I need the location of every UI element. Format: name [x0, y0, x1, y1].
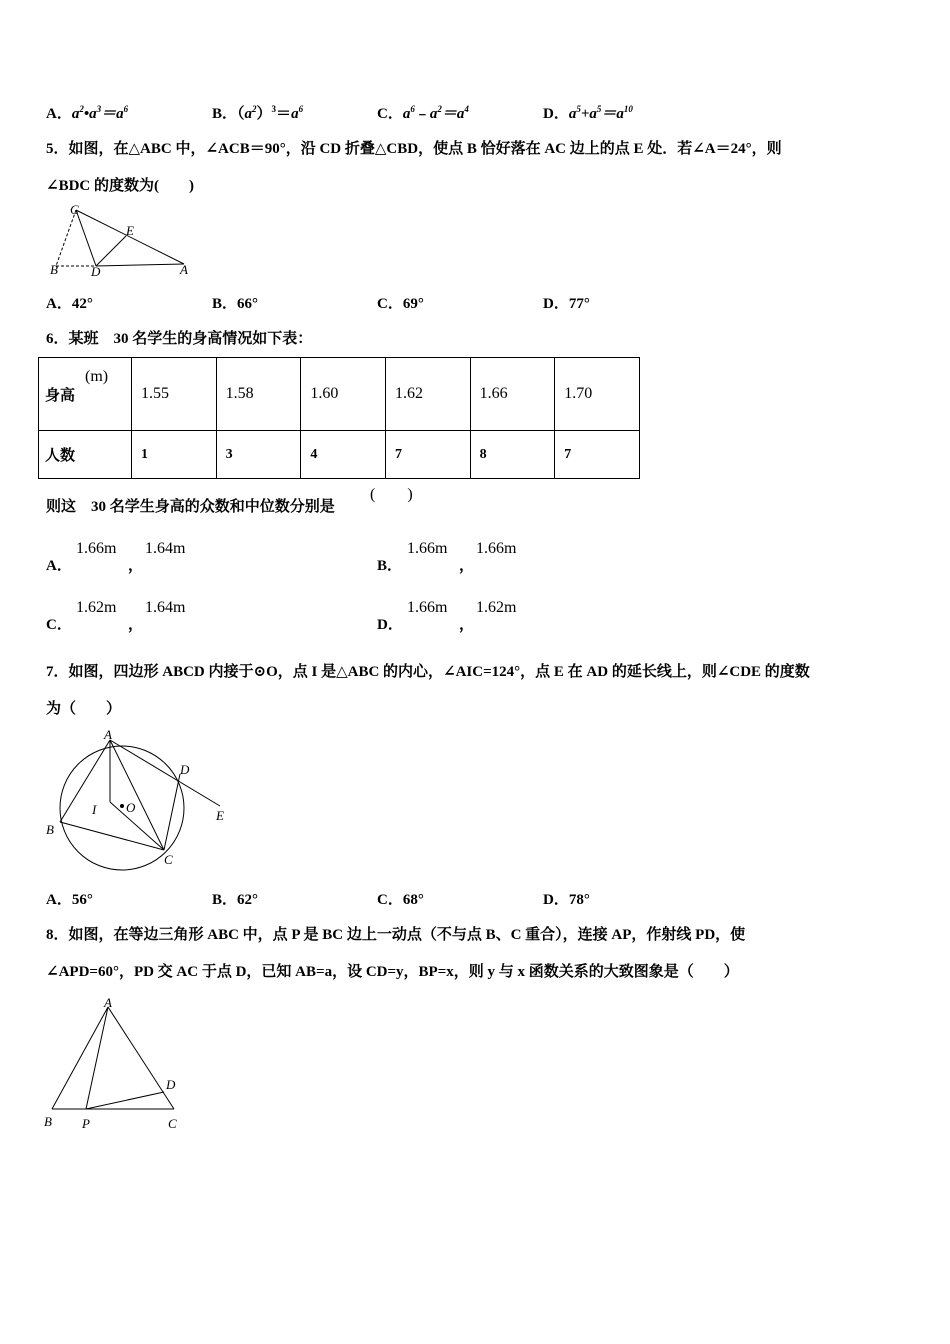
q5-option-d: D．77° [543, 296, 590, 312]
q7-figure [40, 722, 240, 872]
q6-question: 则这 30 名学生身高的众数和中位数分别是 [46, 499, 335, 515]
q6-stem: 6．某班 30 名学生的身高情况如下表： [46, 331, 313, 347]
option-sep: ， [128, 617, 144, 633]
q6-option-b [377, 540, 677, 574]
q8-label-d: D [166, 1077, 176, 1092]
q7-edge-ab [60, 740, 110, 822]
count-cell: 4 [301, 431, 386, 479]
height-cell: 1.60 [301, 358, 386, 431]
height-cell: 1.70 [555, 358, 640, 431]
q7-label-o: O [126, 800, 136, 815]
height-cell: 1.66 [470, 358, 555, 431]
height-cell: 1.58 [216, 358, 301, 431]
q5-label-a: A [180, 262, 188, 277]
q6-option-d [377, 599, 677, 633]
q5-edge-da [96, 264, 184, 266]
option-sep: ， [128, 558, 144, 574]
q5-figure [46, 200, 196, 278]
count-cell: 7 [555, 431, 640, 479]
height-cell: 1.55 [132, 358, 217, 431]
q8-figure [40, 995, 190, 1135]
q6-answer-paren: ( ) [370, 486, 413, 503]
q8-label-a: A [104, 995, 112, 1010]
option-letter: C． [46, 617, 72, 633]
q5-label-b: B [50, 262, 58, 277]
q5-label-c: C [70, 202, 79, 217]
q8-label-b: B [44, 1114, 52, 1129]
height-label: 身高 [45, 387, 76, 404]
option-value: 1.64m [145, 540, 186, 557]
q6-option-a [46, 540, 346, 574]
q7-stem-line2: 为（ ） [46, 701, 122, 717]
q8-stem-line1: 8．如图，在等边三角形 ABC 中，点 P 是 BC 边上一动点（不与点 B、C 重合），连接 AP，作射线 PD，使 [46, 927, 746, 943]
q7-option-b: B．62° [212, 892, 259, 908]
q7-label-d: D [180, 762, 190, 777]
option-sep: ， [459, 617, 475, 633]
option-value: 1.62m [76, 599, 117, 616]
q7-option-d: D．78° [543, 892, 590, 908]
q8-edge-ab [52, 1007, 108, 1109]
q5-option-a: A．42° [46, 296, 93, 312]
option-value: 1.66m [76, 540, 117, 557]
q8-edge-ap [86, 1007, 108, 1109]
option-value: 1.66m [407, 540, 448, 557]
table-row [39, 358, 640, 431]
count-cell: 1 [132, 431, 217, 479]
q4-option-b: B．$(a^2)^3=a^6$ [212, 104, 304, 122]
height-cell: 1.62 [385, 358, 470, 431]
q8-edge-ac [108, 1007, 174, 1109]
q7-label-c: C [164, 852, 173, 867]
q8-label-p: P [82, 1116, 90, 1131]
option-letter: D． [377, 617, 403, 633]
header-cell [39, 358, 132, 431]
q7-label-i: I [92, 802, 97, 817]
option-value: 1.64m [145, 599, 186, 616]
q7-label-a: A [104, 727, 112, 742]
q5-label-e: E [126, 223, 134, 238]
table-row [39, 431, 640, 479]
q5-edge-de [96, 236, 126, 266]
q8-edge-pd [86, 1092, 164, 1109]
q7-center-dot [120, 804, 124, 808]
q4-option-d: D．$a^5+a^5=a^{10}$ [543, 104, 633, 122]
option-value: 1.66m [476, 540, 517, 557]
heights-table [38, 357, 640, 479]
q8-stem-line2: ∠APD=60°，PD 交 AC 于点 D，已知 AB=a，设 CD=y，BP=x，则 y 与 x 函数关系的大致图象是（ ） [46, 964, 739, 980]
q4-option-a: A．$a^2•a^3=a^6$ [46, 104, 129, 122]
option-value: 1.66m [407, 599, 448, 616]
option-sep: ， [459, 558, 475, 574]
q6-option-c [46, 599, 346, 633]
q4-option-c: C．$a^6﹣a^2=a^4$ [377, 104, 469, 122]
option-letter: B． [377, 558, 403, 574]
count-cell: 7 [385, 431, 470, 479]
q5-stem-line2: ∠BDC 的度数为( ) [46, 178, 194, 194]
q7-option-c: C．68° [377, 892, 424, 908]
height-unit: (m) [85, 368, 109, 385]
count-label: 人数 [39, 431, 132, 479]
count-cell: 8 [470, 431, 555, 479]
q5-option-b: B．66° [212, 296, 259, 312]
q7-label-b: B [46, 822, 54, 837]
q7-option-a: A．56° [46, 892, 93, 908]
option-value: 1.62m [476, 599, 517, 616]
q7-stem-line1: 7．如图，四边形 ABCD 内接于⊙O，点 I 是△ABC 的内心，∠AIC=124°，点 E 在 AD 的延长线上，则∠CDE 的度数 [46, 664, 810, 680]
q5-stem-line1: 5．如图，在△ABC 中，∠ACB＝90°，沿 CD 折叠△CBD，使点 B 恰好落在 AC 边上的点 E 处．若∠A＝24°，则 [46, 141, 782, 157]
q5-option-c: C．69° [377, 296, 424, 312]
q5-label-d: D [91, 264, 101, 278]
q7-label-e: E [216, 808, 224, 823]
q5-edge-cb [56, 210, 76, 266]
count-cell: 3 [216, 431, 301, 479]
option-letter: A． [46, 558, 72, 574]
q8-label-c: C [168, 1116, 177, 1131]
q7-edge-cd [164, 774, 180, 850]
